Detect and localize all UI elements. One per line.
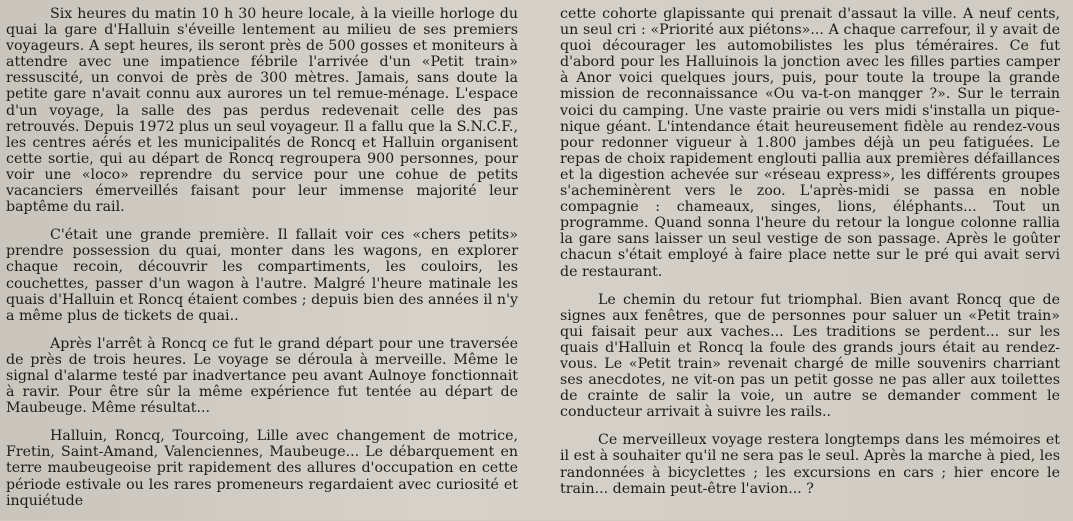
paragraph: Après l'arrêt à Roncq ce fut le grand départ pour une traversée de près de trois heures. Le voyage se déroula à merveille. Même le signal d'alarme testé par inadvertance peu avant Aulnoye fonctionnait à ravir. Pour être sûr la même expérience fut tentée au départ de Maubeuge. Même résultat... <box>6 335 518 417</box>
paragraph: Six heures du matin 10 h 30 heure locale, à la vieille horloge du quai la gare d'Halluin s'éveille lentement au milieu de ses premiers voyageurs. A sept heures, ils seront près de 500 gosses et moniteurs à attendre avec une impatience fébrile l'arrivée d'un «Petit train» ressuscité, un convoi de près de 300 mètres. Jamais, sans doute la petite gare n'avait connu aux aurores un tel remue-ménage. L'espace d'un voyage, la salle des pas perdus redevenait celle des pas retrouvés. Depuis 1972 plus un seul voyageur. Il a fallu que la S.N.C.F., les centres aérés et les municipalités de Roncq et Halluin organisent cette sortie, qui au départ de Roncq regroupera 900 personnes, pour voir une «loco» reprendre du service pour une cohue de petits vacanciers émerveillés faisant pour leur immense majorité leur baptême du rail. <box>6 6 518 216</box>
paragraph: C'était une grande première. Il fallait voir ces «chers petits» prendre possession du quai, monter dans les wagons, en explorer chaque recoin, découvrir les compartiments, les couloirs, les couchettes, passer d'un wagon à l'autre. Malgré l'heure matinale les quais d'Halluin et Roncq étaient combes ; depuis bien des années il n'y a même plus de tickets de quai.. <box>6 227 518 324</box>
paragraph: cette cohorte glapissante qui prenait d'assaut la ville. A neuf cents, un seul cri : «Priorité aux piétons»... A chaque carrefour, il y avait de quoi décourager les automobilistes les plus téméraires. Ce fut d'abord pour les Halluinois la jonction avec les filles parties camper à Anor voici quelques jours, puis, pour toute la troupe la grande mission de reconnaissance «Ou va-t-on manqger ?». Sur le terrain voici du camping. Une vaste prairie ou vers midi s'installa un pique-nique géant. L'intendance était heureusement fidèle au rendez-vous pour redonner vigueur à 1.800 jambes déjà un peu fatiguées. Le repas de choix rapidement englouti pallia aux premières défaillances et la digestion achevée sur «réseau express», les différents groupes s'acheminèrent vers le zoo. L'après-midi se passa en noble compagnie : chameaux, singes, lions, éléphants... Tout un programme. Quand sonna l'heure du retour la longue colonne rallia la gare sans laisser un seul vestige de son passage. Après le goûter chacun s'était employé à faire place nette sur le pré qui avait servi de restaurant. <box>560 6 1060 280</box>
right-column <box>560 6 1060 509</box>
paragraph: Ce merveilleux voyage restera longtemps dans les mémoires et il est à souhaiter qu'il ne sera pas le seul. Après la marche à pied, les randonnées à bicyclettes ; les excursions en cars ; hier encore le train... demain peut-être l'avion... ? <box>560 432 1060 497</box>
paragraph: Halluin, Roncq, Tourcoing, Lille avec changement de motrice, Fretin, Saint-Amand, Valenciennes, Maubeuge... Le débarquement en terre maubeugeoise prit rapidement des allures d'occupation en cette période estivale ou les rares promeneurs regardaient avec curiosité et inquiétude <box>6 428 518 509</box>
left-column <box>6 6 518 521</box>
paragraph: Le chemin du retour fut triomphal. Bien avant Roncq que de signes aux fenêtres, que de personnes pour saluer un «Petit train» qui faisait peur aux vaches... Les traditions se perdent... sur les quais d'Halluin et Roncq la foule des grands jours était au rendez-vous. Le «Petit train» revenait chargé de mille souvenirs charriant ses anecdotes, ne vit-on pas un petit gosse ne pas aller aux toilettes de crainte de salir la voie, un autre se demander comment le conducteur arrivait à suivre les rails.. <box>560 291 1060 421</box>
